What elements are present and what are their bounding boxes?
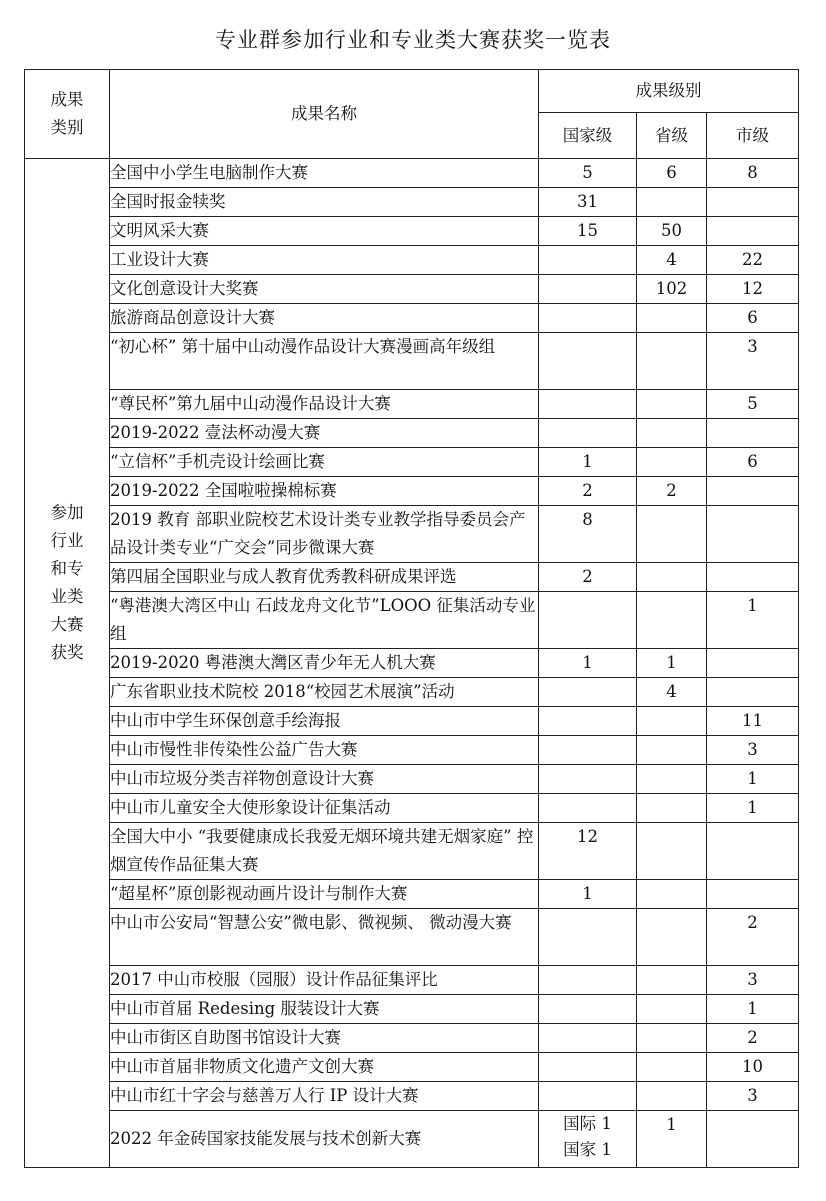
award-count-national [539,736,637,765]
award-count-provincial [637,419,707,448]
award-count-national [539,419,637,448]
award-count-national: 2 [539,563,637,592]
award-count-provincial: 4 [637,678,707,707]
award-count-city: 8 [707,159,799,188]
award-name: 第四届全国职业与成人教育优秀教科研成果评选 [110,563,539,592]
award-name: 2019-2022 壹法杯动漫大赛 [110,419,539,448]
award-name: 中山市垃圾分类吉祥物创意设计大赛 [110,765,539,794]
award-name: 中山市首届非物质文化遗产文创大赛 [110,1053,539,1082]
award-count-provincial [637,909,707,966]
table-row [25,477,799,506]
table-row [25,1053,799,1082]
award-count-city [707,563,799,592]
award-count-city: 3 [707,966,799,995]
award-name: 2017 中山市校服（园服）设计作品征集评比 [110,966,539,995]
award-count-city [707,880,799,909]
award-count-city [707,678,799,707]
table-row [25,159,799,188]
award-count-city: 2 [707,909,799,966]
award-count-city [707,649,799,678]
header-city: 市级 [707,113,799,159]
header-category-label: 成果 类别 [50,90,84,137]
award-count-national [539,794,637,823]
award-name: 中山市儿童安全大使形象设计征集活动 [110,794,539,823]
header-name: 成果名称 [110,70,539,159]
award-name: 2022 年金砖国家技能发展与技术创新大赛 [110,1111,539,1168]
award-count-national: 1 [539,448,637,477]
header-national: 国家级 [539,113,637,159]
award-count-provincial [637,304,707,333]
category-cell: 参加 行业 和专 业类 大赛 获奖 [25,159,110,1168]
award-count-city [707,419,799,448]
award-name: 工业设计大赛 [110,246,539,275]
award-count-provincial [637,1053,707,1082]
award-count-city: 6 [707,448,799,477]
table-row [25,649,799,678]
award-count-city: 3 [707,1082,799,1111]
award-count-city: 5 [707,390,799,419]
award-count-national: 1 [539,649,637,678]
table-row [25,448,799,477]
table-row [25,188,799,217]
table-row [25,1082,799,1111]
table-row [25,1111,799,1168]
award-name: “初心杯” 第十届中山动漫作品设计大赛漫画高年级组 [110,333,539,390]
award-name: 中山市红十字会与慈善万人行 IP 设计大赛 [110,1082,539,1111]
award-count-city [707,823,799,880]
award-name: 中山市公安局“智慧公安”微电影、微视频、 微动漫大赛 [110,909,539,966]
table-row [25,419,799,448]
award-count-national: 2 [539,477,637,506]
award-name: 文化创意设计大奖赛 [110,275,539,304]
table-row [25,246,799,275]
table-row [25,765,799,794]
award-count-national: 15 [539,217,637,246]
award-count-national [539,275,637,304]
award-name: 旅游商品创意设计大赛 [110,304,539,333]
award-count-national: 12 [539,823,637,880]
award-name: 全国中小学生电脑制作大赛 [110,159,539,188]
award-count-city: 6 [707,304,799,333]
awards-table [24,69,799,1168]
header-category [25,70,110,159]
award-count-city [707,506,799,563]
award-count-national [539,304,637,333]
award-count-city: 2 [707,1024,799,1053]
award-name: 中山市慢性非传染性公益广告大赛 [110,736,539,765]
table-row [25,217,799,246]
award-count-provincial [637,995,707,1024]
award-count-national [539,246,637,275]
award-count-provincial: 4 [637,246,707,275]
award-count-provincial [637,880,707,909]
award-count-national [539,995,637,1024]
award-count-provincial [637,707,707,736]
award-name: 全国时报金犊奖 [110,188,539,217]
award-count-city: 22 [707,246,799,275]
award-name: “粤港澳大湾区中山 石歧龙舟文化节”LOOO 征集活动专业组 [110,592,539,649]
award-count-provincial: 1 [637,649,707,678]
award-count-provincial [637,188,707,217]
award-count-national [539,909,637,966]
award-name: 广东省职业技术院校 2018“校园艺术展演”活动 [110,678,539,707]
award-count-national: 8 [539,506,637,563]
award-count-provincial [637,333,707,390]
award-count-city: 3 [707,333,799,390]
award-count-provincial [637,966,707,995]
award-count-provincial: 2 [637,477,707,506]
award-count-provincial [637,563,707,592]
award-name: 中山市首届 Redesing 服装设计大赛 [110,995,539,1024]
table-row [25,563,799,592]
award-name: 文明风采大赛 [110,217,539,246]
award-count-city: 1 [707,995,799,1024]
award-count-provincial: 102 [637,275,707,304]
award-count-provincial [637,390,707,419]
award-count-provincial [637,794,707,823]
award-count-city: 12 [707,275,799,304]
award-count-provincial [637,448,707,477]
award-count-national [539,333,637,390]
award-count-city [707,188,799,217]
award-count-city: 1 [707,765,799,794]
award-count-provincial [637,765,707,794]
award-count-provincial [637,592,707,649]
award-count-national [539,592,637,649]
table-row [25,966,799,995]
award-count-provincial [637,1082,707,1111]
award-count-national: 5 [539,159,637,188]
table-row [25,275,799,304]
table-row [25,736,799,765]
award-count-national [539,1053,637,1082]
award-count-national [539,1082,637,1111]
award-name: 2019 教育 部职业院校艺术设计类专业教学指导委员会产品设计类专业“广交会”同步微课大赛 [110,506,539,563]
award-count-national [539,707,637,736]
table-row [25,304,799,333]
award-count-provincial: 1 [637,1111,707,1168]
award-count-national [539,1024,637,1053]
award-count-national: 国际 1 国家 1 [539,1111,637,1168]
award-count-provincial: 50 [637,217,707,246]
table-row [25,909,799,966]
award-count-provincial [637,506,707,563]
award-count-city: 1 [707,794,799,823]
table-row [25,678,799,707]
award-count-national: 31 [539,188,637,217]
award-count-city: 1 [707,592,799,649]
award-name: 中山市中学生环保创意手绘海报 [110,707,539,736]
award-name: 全国大中小 “我要健康成长我爱无烟环境共建无烟家庭” 控烟宣传作品征集大赛 [110,823,539,880]
header-level: 成果级别 [539,70,799,113]
award-count-city: 11 [707,707,799,736]
award-name: “超星杯”原创影视动画片设计与制作大赛 [110,880,539,909]
page-title: 专业群参加行业和专业类大赛获奖一览表 [215,28,611,52]
award-count-provincial [637,1024,707,1053]
award-name: 2019-2022 全国啦啦操棉标赛 [110,477,539,506]
award-count-city: 10 [707,1053,799,1082]
award-count-provincial [637,823,707,880]
table-row [25,506,799,563]
award-count-national [539,678,637,707]
table-row [25,880,799,909]
table-row [25,592,799,649]
table-row [25,1024,799,1053]
award-count-provincial [637,736,707,765]
table-row [25,794,799,823]
award-count-city [707,217,799,246]
award-count-national: 1 [539,880,637,909]
award-name: 2019-2020 粤港澳大灣区青少年无人机大赛 [110,649,539,678]
table-row [25,995,799,1024]
award-count-provincial: 6 [637,159,707,188]
award-count-city: 3 [707,736,799,765]
award-count-national [539,966,637,995]
award-count-national [539,390,637,419]
table-row [25,390,799,419]
table-row [25,823,799,880]
award-name: 中山市街区自助图书馆设计大赛 [110,1024,539,1053]
award-count-city [707,1111,799,1168]
award-count-national [539,765,637,794]
table-row [25,707,799,736]
header-provincial: 省级 [637,113,707,159]
award-name: “立信杯”手机壳设计绘画比赛 [110,448,539,477]
table-row [25,333,799,390]
award-name: “尊民杯”第九届中山动漫作品设计大赛 [110,390,539,419]
award-count-city [707,477,799,506]
